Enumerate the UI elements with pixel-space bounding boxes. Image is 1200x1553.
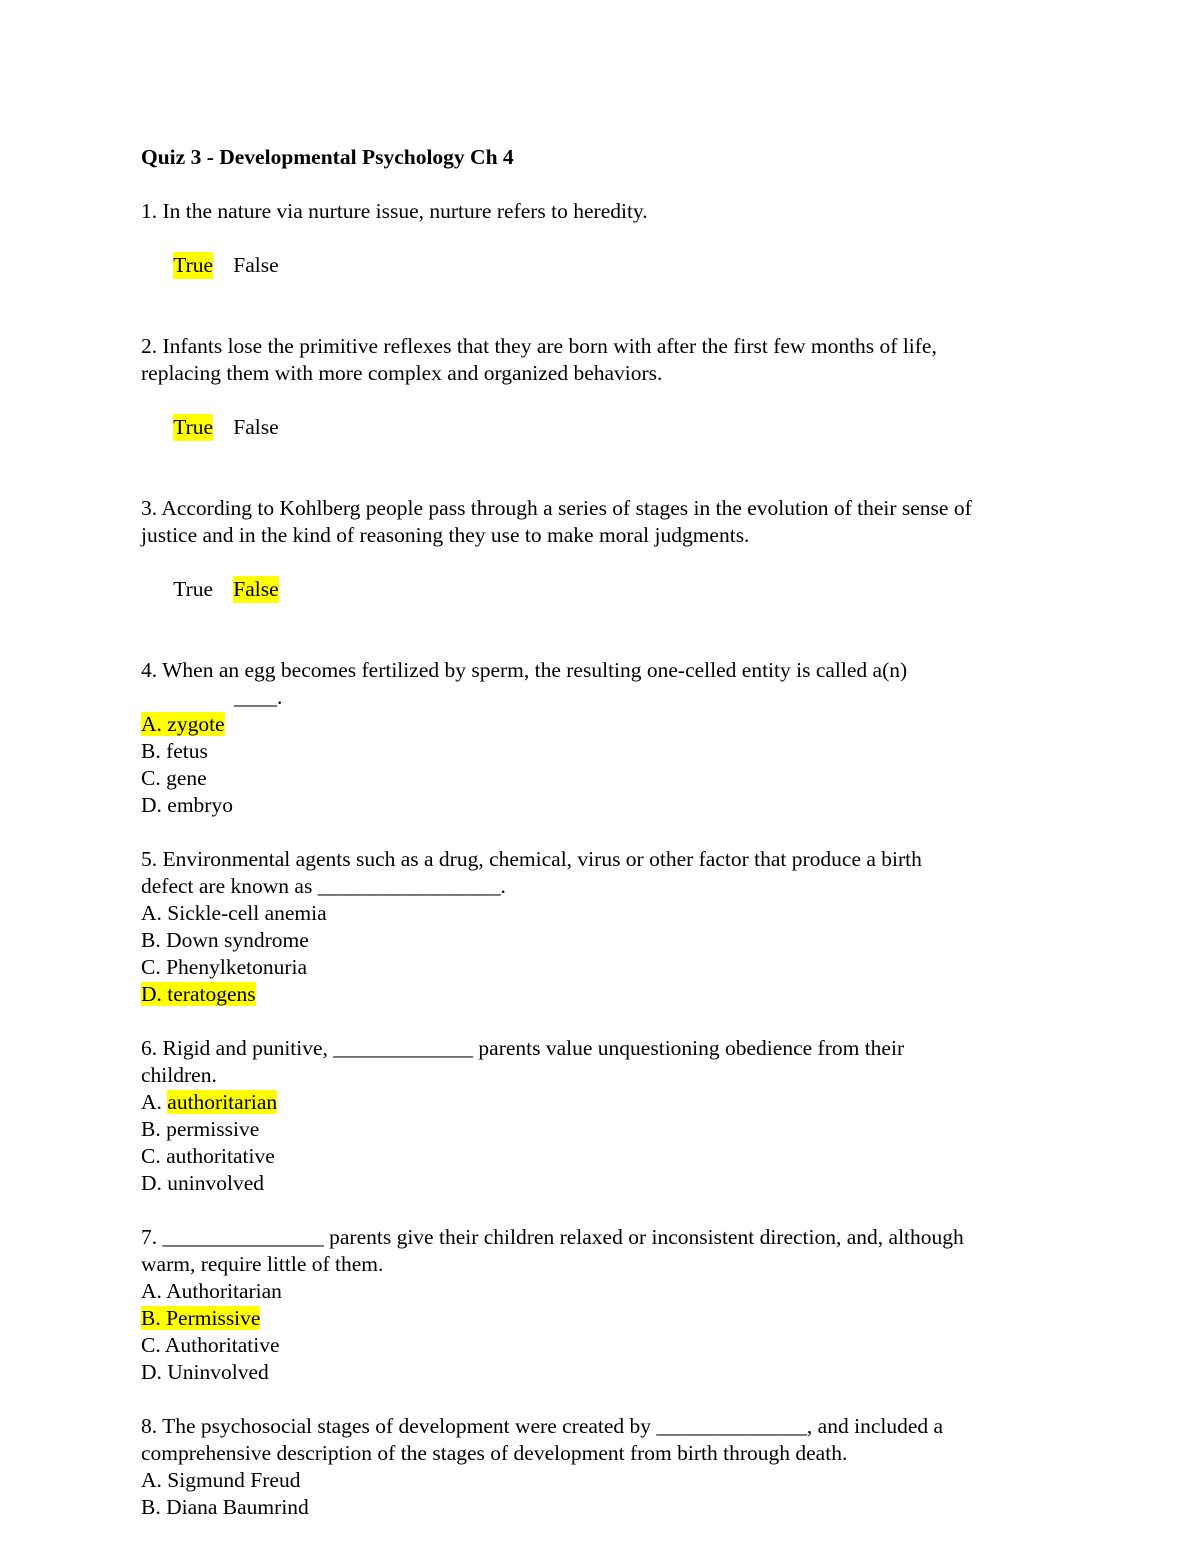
question-line-blank: ____. [234, 685, 283, 709]
option-d: D. embryo [141, 793, 233, 817]
question-text [141, 1413, 1071, 1467]
question-line: 1. In the nature via nurture issue, nurture refers to heredity. [141, 199, 648, 223]
question-line: 2. Infants lose the primitive reflexes that they are born with after the first few months of life, [141, 334, 937, 358]
option-a [141, 1089, 1071, 1116]
question-text [141, 1035, 1071, 1089]
question-text [141, 495, 1071, 549]
question-5 [141, 846, 1071, 1008]
question-line: warm, require little of them. [141, 1252, 384, 1276]
question-3 [141, 495, 1071, 630]
option-c: C. Authoritative [141, 1333, 280, 1357]
question-text [141, 1224, 1071, 1278]
option-a: A. Sickle-cell anemia [141, 901, 327, 925]
true-false-options [141, 387, 1071, 468]
question-2 [141, 333, 1071, 468]
question-4 [141, 657, 1071, 819]
question-line: children. [141, 1063, 217, 1087]
document-title: Quiz 3 - Developmental Psychology Ch 4 [141, 145, 514, 169]
option-c: C. authoritative [141, 1144, 275, 1168]
option-a: A. Authoritarian [141, 1279, 282, 1303]
option-d: D. uninvolved [141, 1171, 265, 1195]
true-option-highlighted: True [173, 415, 214, 439]
option-c: C. gene [141, 766, 207, 790]
option-a-highlighted: A. zygote [141, 712, 225, 736]
option-a-letter: A. [141, 1090, 168, 1114]
false-option: False [233, 415, 279, 439]
question-line: 8. The psychosocial stages of development were created by ______________, and included a [141, 1414, 944, 1438]
question-line: defect are known as _________________. [141, 874, 506, 898]
true-false-options [141, 225, 1071, 306]
option-b: B. permissive [141, 1117, 260, 1141]
option-d: D. Uninvolved [141, 1360, 269, 1384]
question-6 [141, 1035, 1071, 1197]
true-false-options [141, 549, 1071, 630]
question-line: 6. Rigid and punitive, _____________ parents value unquestioning obedience from their [141, 1036, 905, 1060]
true-option: True [173, 577, 214, 601]
question-line: justice and in the kind of reasoning they use to make moral judgments. [141, 523, 750, 547]
option-b-highlighted: B. Permissive [141, 1306, 261, 1330]
option-b: B. Down syndrome [141, 928, 309, 952]
false-option-highlighted: False [233, 577, 279, 601]
option-d-highlighted: D. teratogens [141, 982, 256, 1006]
question-line: 3. According to Kohlberg people pass through a series of stages in the evolution of their sense of [141, 496, 972, 520]
option-a: A. Sigmund Freud [141, 1468, 301, 1492]
question-text [141, 198, 1071, 225]
question-line: 4. When an egg becomes fertilized by sperm, the resulting one-celled entity is called a(n) [141, 658, 908, 682]
option-c: C. Phenylketonuria [141, 955, 308, 979]
option-a-word-highlighted: authoritarian [167, 1090, 278, 1114]
question-text [141, 846, 1071, 900]
question-text [141, 657, 1071, 711]
question-line: comprehensive description of the stages of development from birth through death. [141, 1441, 848, 1465]
question-line: replacing them with more complex and organized behaviors. [141, 361, 663, 385]
option-b: B. fetus [141, 739, 208, 763]
question-7 [141, 1224, 1071, 1386]
quiz-document [141, 144, 1071, 1548]
question-line: 7. _______________ parents give their children relaxed or inconsistent direction, and, although [141, 1225, 964, 1249]
true-option-highlighted: True [173, 253, 214, 277]
question-1 [141, 198, 1071, 306]
question-line: 5. Environmental agents such as a drug, chemical, virus or other factor that produce a birth [141, 847, 922, 871]
question-8 [141, 1413, 1071, 1521]
option-b: B. Diana Baumrind [141, 1495, 309, 1519]
false-option: False [233, 253, 279, 277]
question-text [141, 333, 1071, 387]
